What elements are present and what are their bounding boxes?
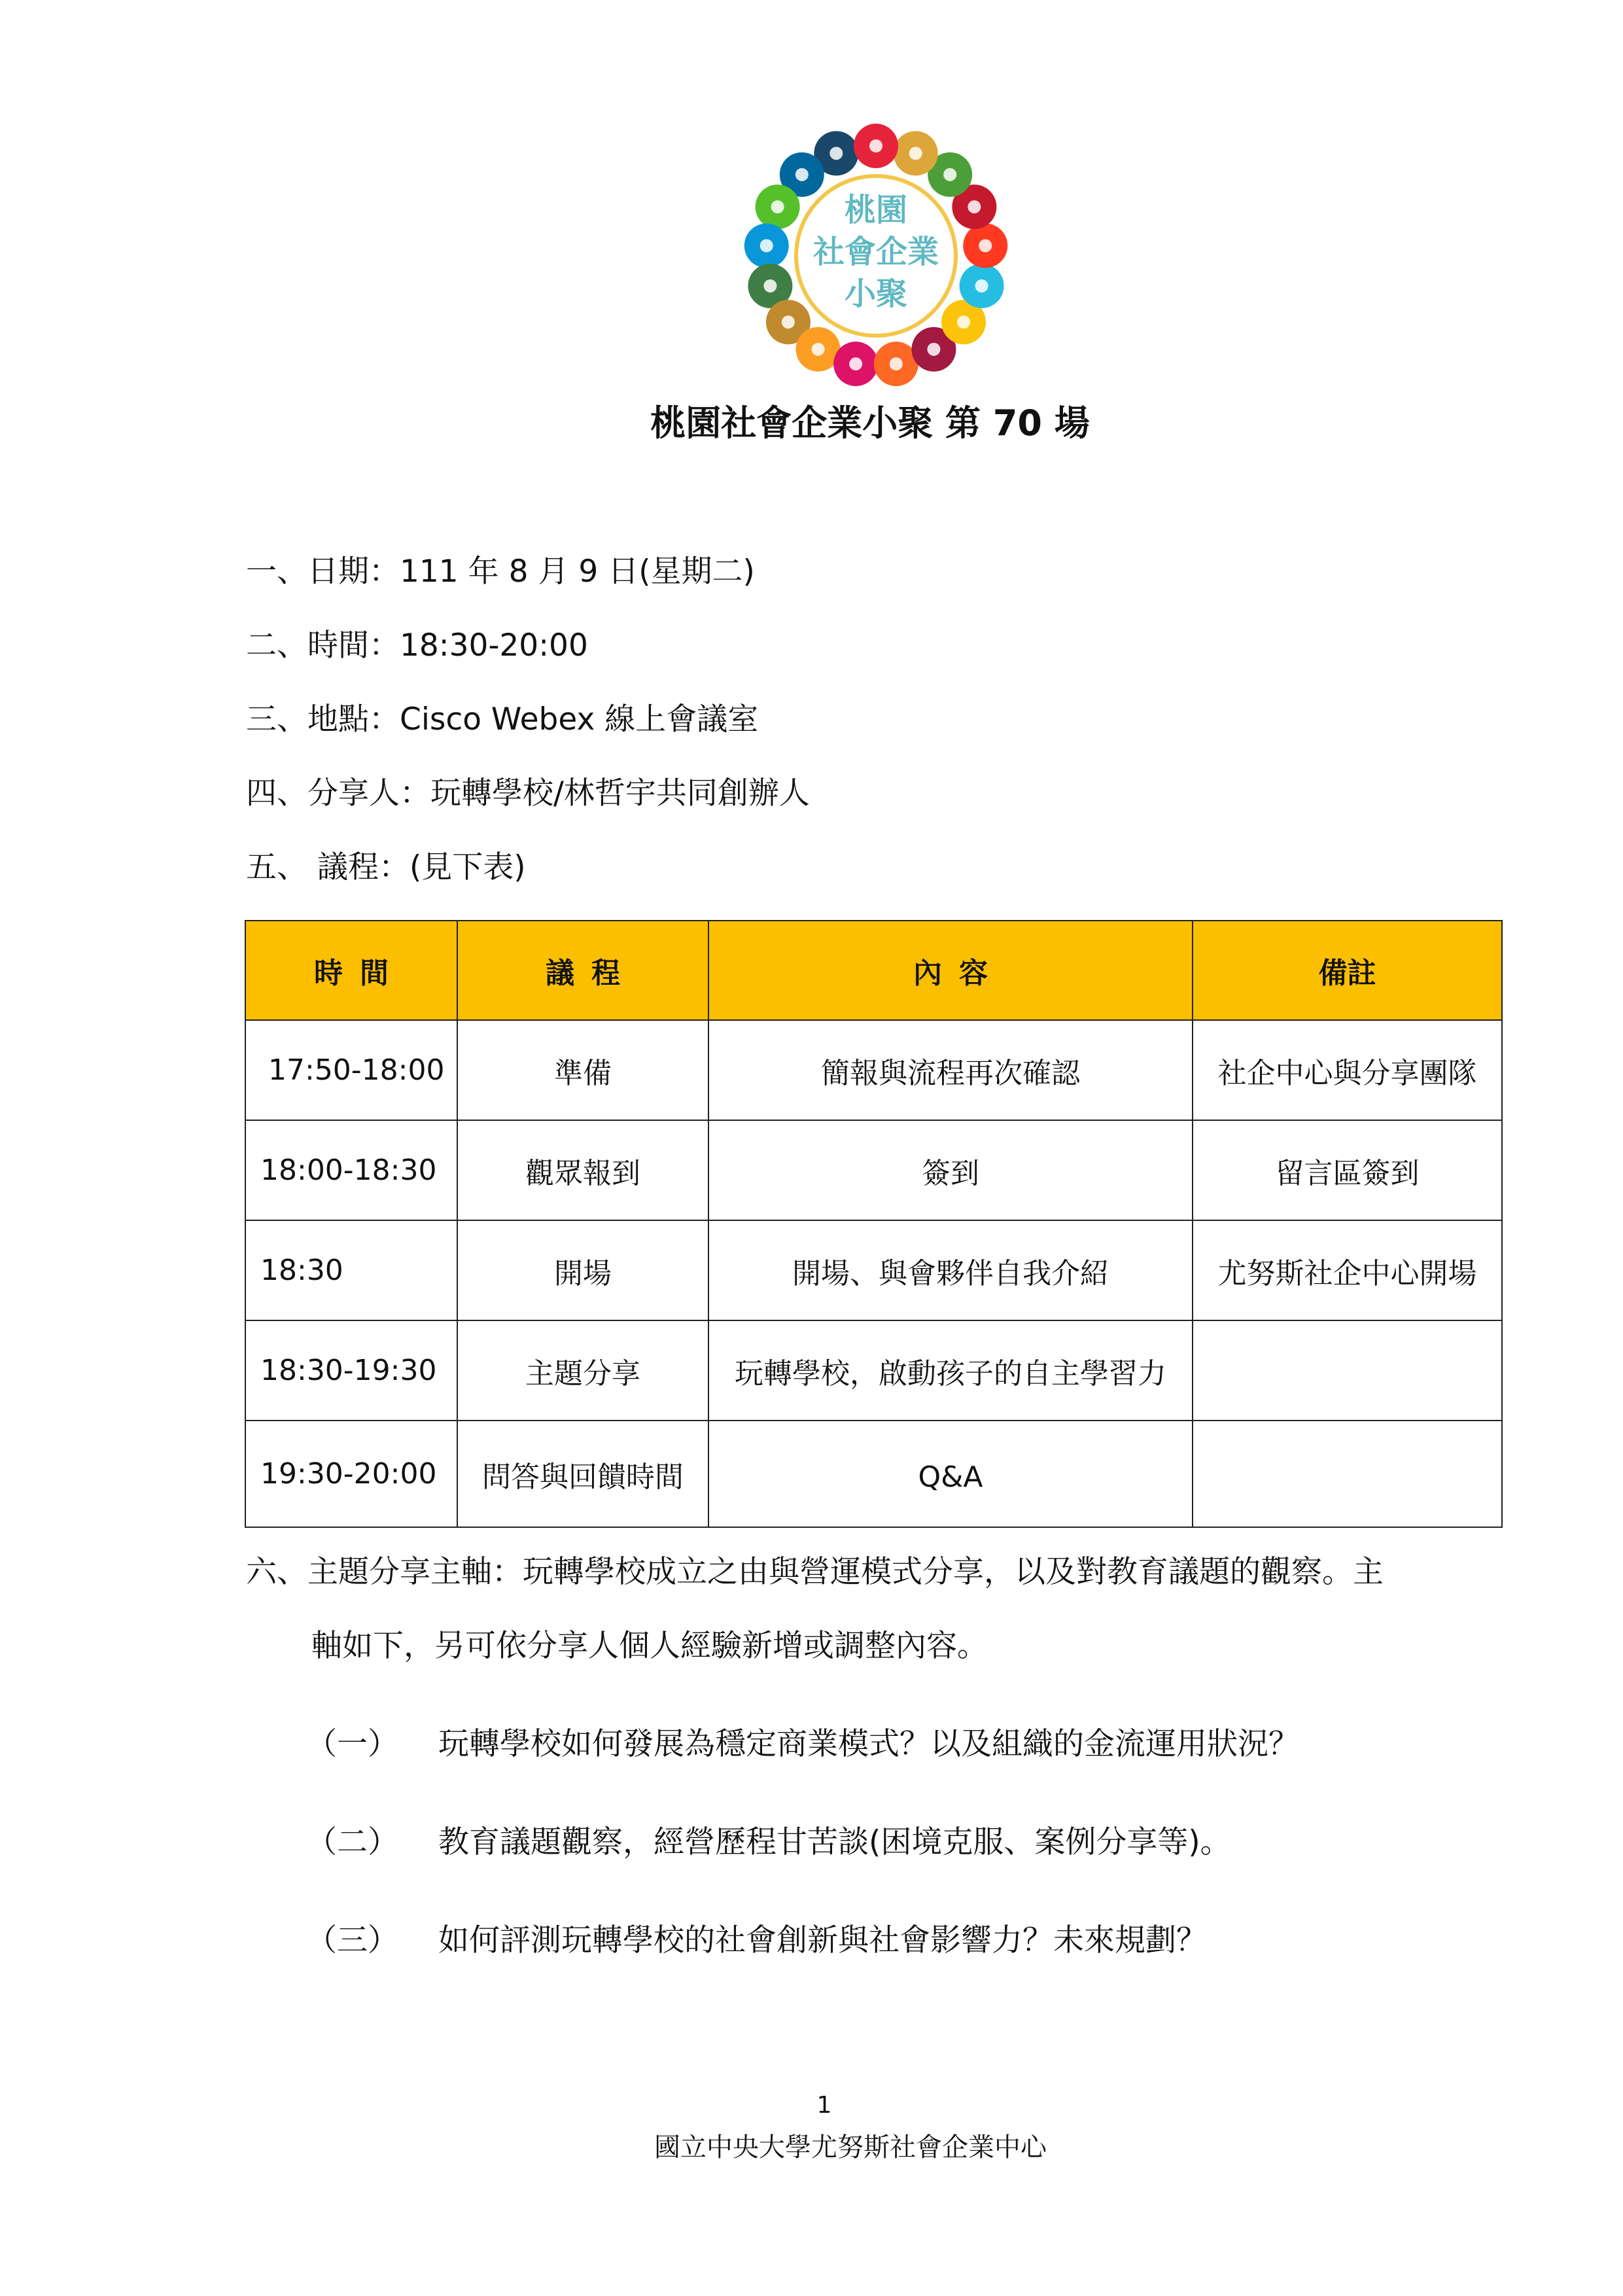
cell-agenda: 問答與回饋時間 — [457, 1421, 708, 1527]
logo-badge-glyph — [771, 200, 784, 213]
cell-agenda: 開場 — [457, 1220, 708, 1320]
sub-item-text-3: 如何評測玩轉學校的社會創新與社會影響力？未來規劃？ — [438, 1922, 1207, 1958]
cell-note: 尤努斯社企中心開場 — [1193, 1220, 1502, 1320]
sub-item-label-2: （二） — [306, 1824, 398, 1860]
table-row — [245, 1421, 1502, 1527]
cell-note — [1193, 1320, 1502, 1421]
header-note: 備註 — [1193, 921, 1502, 1020]
table-row — [245, 1020, 1502, 1120]
info-location: 三、地點：Cisco Webex 線上會議室 — [246, 701, 759, 737]
logo-badge-glyph — [890, 357, 903, 370]
footer-organization: 國立中央大學尤努斯社會企業中心 — [654, 2132, 1047, 2163]
table-row — [245, 1320, 1502, 1421]
agenda-table — [245, 920, 1503, 1528]
cell-time: 19:30-20:00 — [245, 1421, 457, 1527]
logo-text-line-1: 桃園 — [844, 192, 908, 228]
logo-badge-glyph — [909, 147, 922, 160]
logo-badge-glyph — [812, 343, 825, 356]
logo-badge-glyph — [763, 279, 777, 292]
sub-item-label-1: （一） — [306, 1726, 398, 1762]
cell-content: 簽到 — [708, 1120, 1193, 1220]
cell-time: 18:30-19:30 — [245, 1320, 457, 1421]
document-title: 桃園社會企業小聚 第 70 場 — [650, 402, 1090, 444]
cell-note: 社企中心與分享團隊 — [1193, 1020, 1502, 1120]
cell-agenda: 準備 — [457, 1020, 708, 1120]
header-agenda: 議程 — [457, 921, 708, 1020]
cell-agenda: 主題分享 — [457, 1320, 708, 1421]
logo-badge-glyph — [968, 200, 981, 213]
cell-content: 簡報與流程再次確認 — [708, 1020, 1193, 1120]
event-logo — [742, 122, 1010, 390]
logo-badge-glyph — [869, 139, 882, 152]
logo-badge-glyph — [975, 279, 988, 292]
logo-badge-glyph — [849, 357, 862, 370]
sub-item-label-3: （三） — [306, 1922, 398, 1958]
logo-badge-glyph — [795, 168, 809, 181]
info-agenda-label: 五、 議程：(見下表) — [246, 849, 526, 885]
logo-badge-glyph — [927, 343, 940, 356]
logo-badge-glyph — [782, 315, 795, 328]
logo-text-line-2: 社會企業 — [812, 234, 939, 270]
logo-badge-glyph — [760, 239, 773, 252]
cell-time: 18:30 — [245, 1220, 457, 1320]
section6-line-1: 六、主題分享主軸：玩轉學校成立之由與營運模式分享，以及對教育議題的觀察。主 — [246, 1554, 1384, 1590]
cell-time: 18:00-18:30 — [245, 1120, 457, 1220]
header-time: 時間 — [245, 921, 457, 1020]
info-date: 一、日期：111 年 8 月 9 日(星期二) — [246, 554, 755, 590]
section6-line-2: 軸如下，另可依分享人個人經驗新增或調整內容。 — [311, 1628, 988, 1664]
sub-item-text-2: 教育議題觀察，經營歷程甘苦談(困境克服、案例分享等)。 — [438, 1824, 1231, 1860]
table-header-row — [245, 921, 1502, 1020]
header-content: 內容 — [708, 921, 1193, 1020]
logo-badge-glyph — [943, 168, 956, 181]
cell-content: 開場、與會夥伴自我介紹 — [708, 1220, 1193, 1320]
logo-text-line-3: 小聚 — [844, 275, 908, 312]
cell-agenda: 觀眾報到 — [457, 1120, 708, 1220]
page-number: 1 — [816, 2092, 832, 2119]
info-time: 二、時間：18:30-20:00 — [246, 627, 588, 663]
sub-item-text-1: 玩轉學校如何發展為穩定商業模式？以及組織的金流運用狀況？ — [438, 1726, 1299, 1762]
logo-badge-glyph — [957, 315, 970, 328]
logo-badge-glyph — [979, 239, 992, 252]
cell-content: 玩轉學校，啟動孩子的自主學習力 — [708, 1320, 1193, 1421]
info-speaker: 四、分享人：玩轉學校/林哲宇共同創辦人 — [246, 775, 810, 811]
cell-note — [1193, 1421, 1502, 1527]
cell-note: 留言區簽到 — [1193, 1120, 1502, 1220]
table-row — [245, 1120, 1502, 1220]
table-row — [245, 1220, 1502, 1320]
logo-badge-glyph — [829, 147, 843, 160]
cell-content: Q&A — [708, 1421, 1193, 1527]
cell-time: 17:50-18:00 — [245, 1020, 457, 1120]
